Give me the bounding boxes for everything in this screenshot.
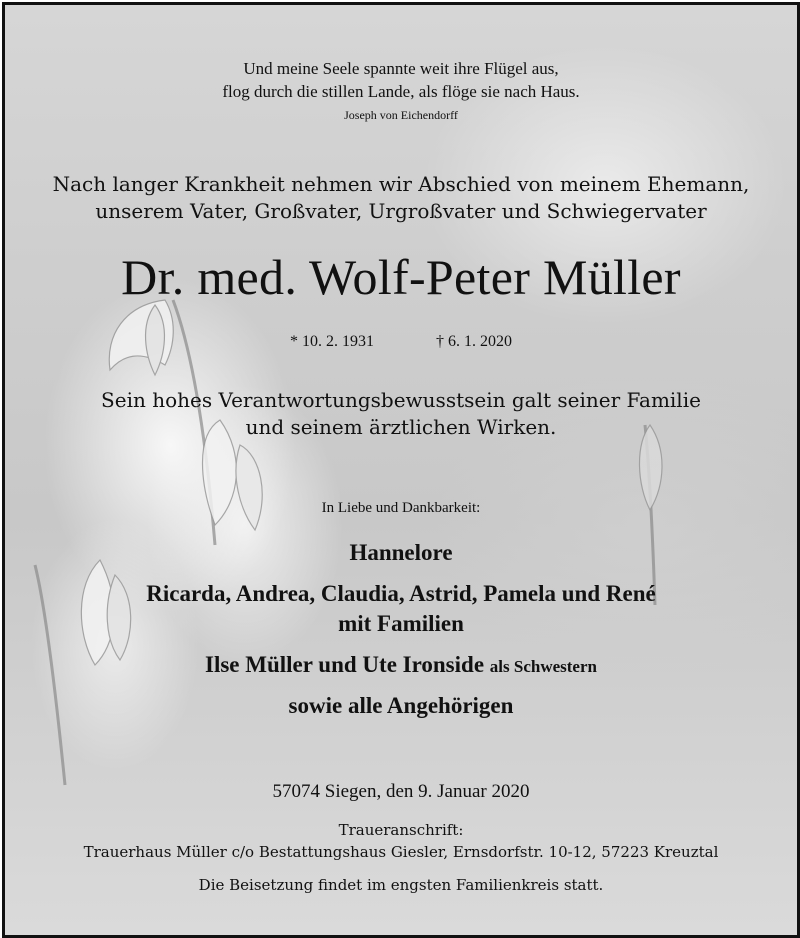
mourner-children-suffix: mit Familien xyxy=(338,611,464,636)
mourner-relatives: sowie alle Angehörigen xyxy=(288,693,514,718)
mourner-sisters-suffix: als Schwestern xyxy=(489,657,597,676)
mourner-wife: Hannelore xyxy=(349,540,453,565)
tribute-line-2: und seinem ärztlichen Wirken. xyxy=(245,415,557,439)
mourner-children: Ricarda, Andrea, Claudia, Astrid, Pamela und René xyxy=(146,581,656,606)
mourner-sisters: Ilse Müller und Ute Ironside xyxy=(205,652,485,677)
mourner-sisters-line xyxy=(5,650,797,682)
address-label: Traueranschrift: xyxy=(338,821,464,839)
mourners-intro: In Liebe und Dankbarkeit: xyxy=(321,500,481,516)
mourning-address: Trauerhaus Müller c/o Bestattungshaus Giesler, Ernsdorfstr. 10-12, 57223 Kreuztal xyxy=(83,843,719,861)
intro-line-1: Nach langer Krankheit nehmen wir Abschied von meinem Ehemann, xyxy=(52,172,750,196)
tribute-line-1: Sein hohes Verantwortungsbewusstsein galt seiner Familie xyxy=(101,388,701,412)
life-dates xyxy=(5,333,797,351)
poem-line-2: flog durch die stillen Lande, als flöge sie nach Haus. xyxy=(222,82,580,101)
birth-date: * 10. 2. 1931 xyxy=(290,333,374,350)
deceased-name: Dr. med. Wolf-Peter Müller xyxy=(121,249,681,305)
death-date: † 6. 1. 2020 xyxy=(436,333,512,350)
burial-note: Die Beisetzung findet im engsten Familienkreis statt. xyxy=(198,876,604,894)
intro-line-2: unserem Vater, Großvater, Urgroßvater und Schwiegervater xyxy=(95,199,707,223)
poem-author: Joseph von Eichendorff xyxy=(344,108,458,122)
place-date: 57074 Siegen, den 9. Januar 2020 xyxy=(272,781,530,802)
poem-line-1: Und meine Seele spannte weit ihre Flügel aus, xyxy=(243,59,559,78)
obituary-card xyxy=(2,2,800,938)
